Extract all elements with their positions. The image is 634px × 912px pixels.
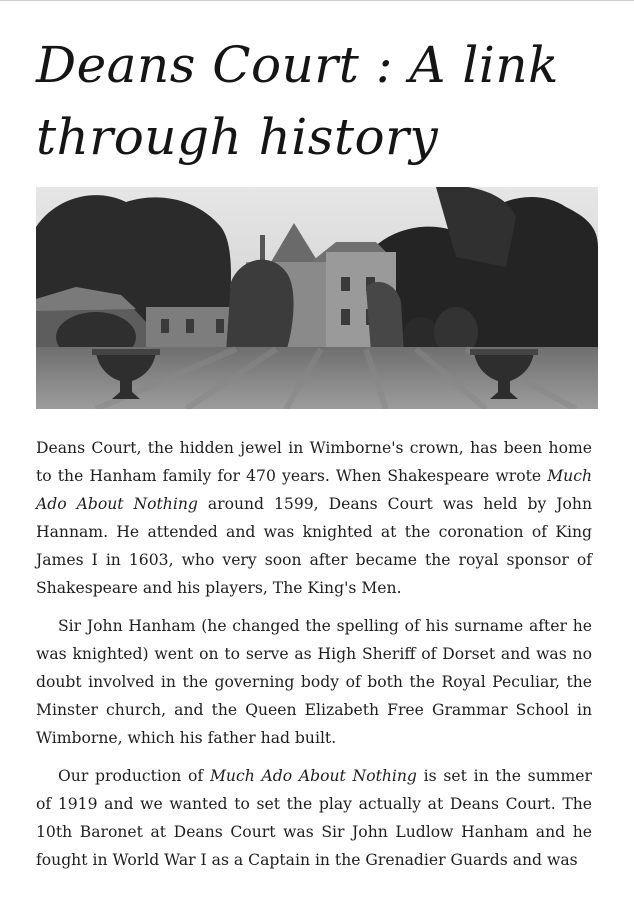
paragraph-3-text-b: is set in the summer of 1919 and we wanted to set the play actually at Deans Court. The 10th Baronet at Deans Court was Sir John Ludlow Hanham and he fought in World War I as a Captain in the Grenadier Guards and was: [36, 767, 592, 869]
paragraph-3-text-a: Our production of: [58, 767, 210, 785]
paragraph-2: Sir John Hanham (he changed the spelling of his surname after he was knighted) went on to serve as High Sheriff of Dorset and was no doubt involved in the governing body of both the Royal Peculiar, the Minster church, and the Queen Elizabeth Free Grammar School in Wimborne, which his father had built.: [36, 617, 592, 747]
paragraph-3: [36, 762, 592, 874]
article-body: [36, 434, 592, 884]
paragraph-3-play-title: Much Ado About Nothing: [209, 767, 417, 785]
document-page: [0, 1, 634, 912]
paragraph-1-play-title: Much Ado About Nothing: [36, 467, 592, 513]
house-photo: [36, 187, 598, 409]
house-photo-graphic: [36, 187, 598, 409]
paragraph-1-text-a: Deans Court, the hidden jewel in Wimborne's crown, has been home to the Hanham family for 470 years. When Shakespeare wrote: [36, 439, 592, 485]
paragraph-1-text-b: around 1599, Deans Court was held by John Hannam. He attended and was knighted at the coronation of King James I in 1603, who very soon after became the royal sponsor of Shakespeare and his players, The King's Men.: [36, 495, 592, 597]
page-title: Deans Court : A link through history: [36, 36, 559, 166]
paragraph-1: [36, 434, 592, 602]
